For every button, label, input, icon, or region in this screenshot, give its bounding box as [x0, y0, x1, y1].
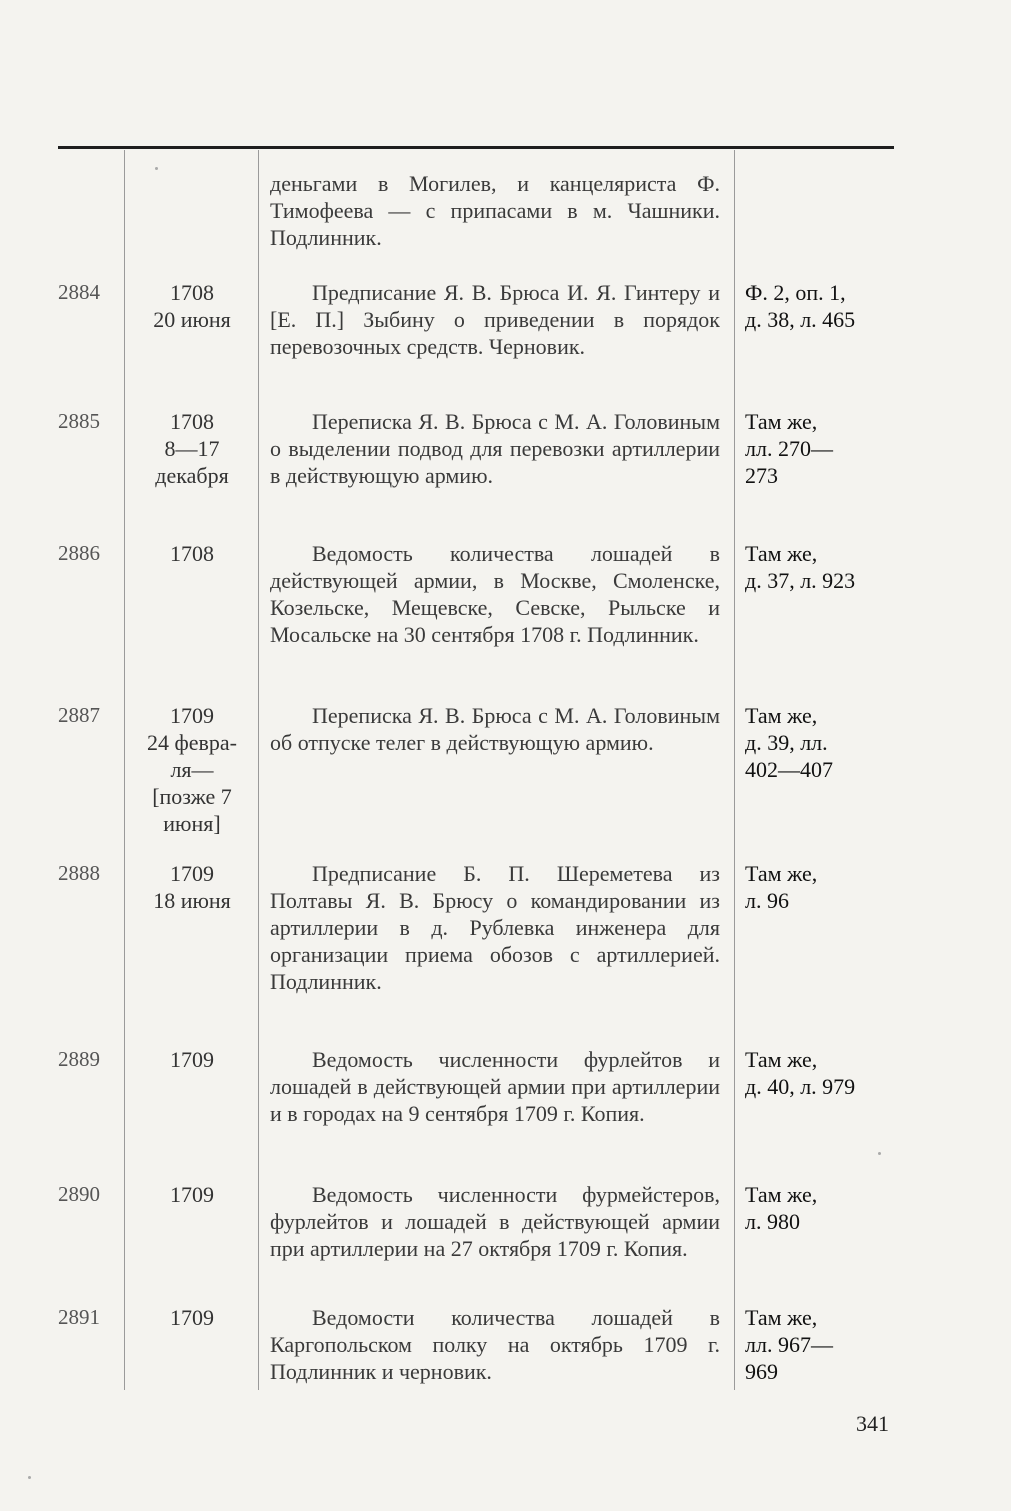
entry-number: 2891: [58, 1305, 100, 1329]
entry-description: Переписка Я. В. Брюса с М. А. Головиным о выделении подвод для перевозки артиллерии в действующую армию.: [270, 409, 720, 488]
entry-reference: Там же, д. 37, л. 923: [745, 541, 856, 593]
entry-reference: Там же, д. 39, лл. 402—407: [745, 703, 833, 782]
column-divider-number: [124, 150, 125, 1390]
entry-description: Предписание Я. В. Брюса И. Я. Гинтеру и [Е. П.] Зыбину о приведении в порядок перевозочных средств. Черновик.: [270, 280, 720, 359]
print-speck: [878, 1152, 881, 1155]
print-speck: [155, 167, 158, 170]
top-rule: [58, 146, 894, 149]
entry-reference: Там же, л. 96: [745, 861, 818, 913]
column-divider-date: [258, 150, 259, 1390]
entry-description: Ведомость численности фурлейтов и лошадей в действующей армии при артиллерии и в городах на 9 сентября 1709 г. Копия.: [270, 1047, 720, 1126]
entry-description: деньгами в Могилев, и канцеляриста Ф. Тимофеева — с припасами в м. Чашники. Подлинник.: [270, 171, 720, 250]
entry-date: 1708 20 июня: [153, 280, 231, 332]
entry-number: 2887: [58, 703, 100, 727]
entry-reference: Там же, д. 40, л. 979: [745, 1047, 856, 1099]
entry-date: 1709 24 февра- ля— [позже 7 июня]: [147, 703, 237, 836]
entry-description: Ведомости количества лошадей в Каргопольском полку на октябрь 1709 г. Подлинник и черновик.: [270, 1305, 720, 1384]
column-divider-description: [734, 150, 735, 1390]
entry-number: 2890: [58, 1182, 100, 1206]
page-number: 341: [856, 1411, 889, 1436]
entry-number: 2886: [58, 541, 100, 565]
entry-reference: Ф. 2, оп. 1, д. 38, л. 465: [745, 280, 856, 332]
entry-date: 1709: [170, 1047, 214, 1072]
entry-reference: Там же, лл. 270— 273: [745, 409, 833, 488]
entry-number: 2885: [58, 409, 100, 433]
entry-number: 2889: [58, 1047, 100, 1071]
entry-date: 1709: [170, 1305, 214, 1330]
entry-number: 2884: [58, 280, 100, 304]
entry-description: Ведомость количества лошадей в действующей армии, в Москве, Смоленске, Козельске, Мещевске, Севске, Рыльске и Мосальске на 30 сентября 1708 г. Подлинник.: [270, 541, 720, 647]
entry-date: 1708 8—17 декабря: [155, 409, 229, 488]
entry-reference: Там же, лл. 967— 969: [745, 1305, 833, 1384]
entry-description: Ведомость численности фурмейстеров, фурлейтов и лошадей в действующей армии при артиллерии на 27 октября 1709 г. Копия.: [270, 1182, 720, 1261]
entry-date: 1709: [170, 1182, 214, 1207]
entry-number: 2888: [58, 861, 100, 885]
entry-date: 1709 18 июня: [153, 861, 231, 913]
print-speck: [28, 1476, 31, 1479]
entry-description: Предписание Б. П. Шереметева из Полтавы Я. В. Брюсу о командировании из артиллерии в д. Рублевка инженера для организации приема обозов с артиллерией. Подлинник.: [270, 861, 720, 994]
entry-date: 1708: [170, 541, 214, 566]
entry-reference: Там же, л. 980: [745, 1182, 818, 1234]
entry-description: Переписка Я. В. Брюса с М. А. Головиным об отпуске телег в действующую армию.: [270, 703, 720, 755]
